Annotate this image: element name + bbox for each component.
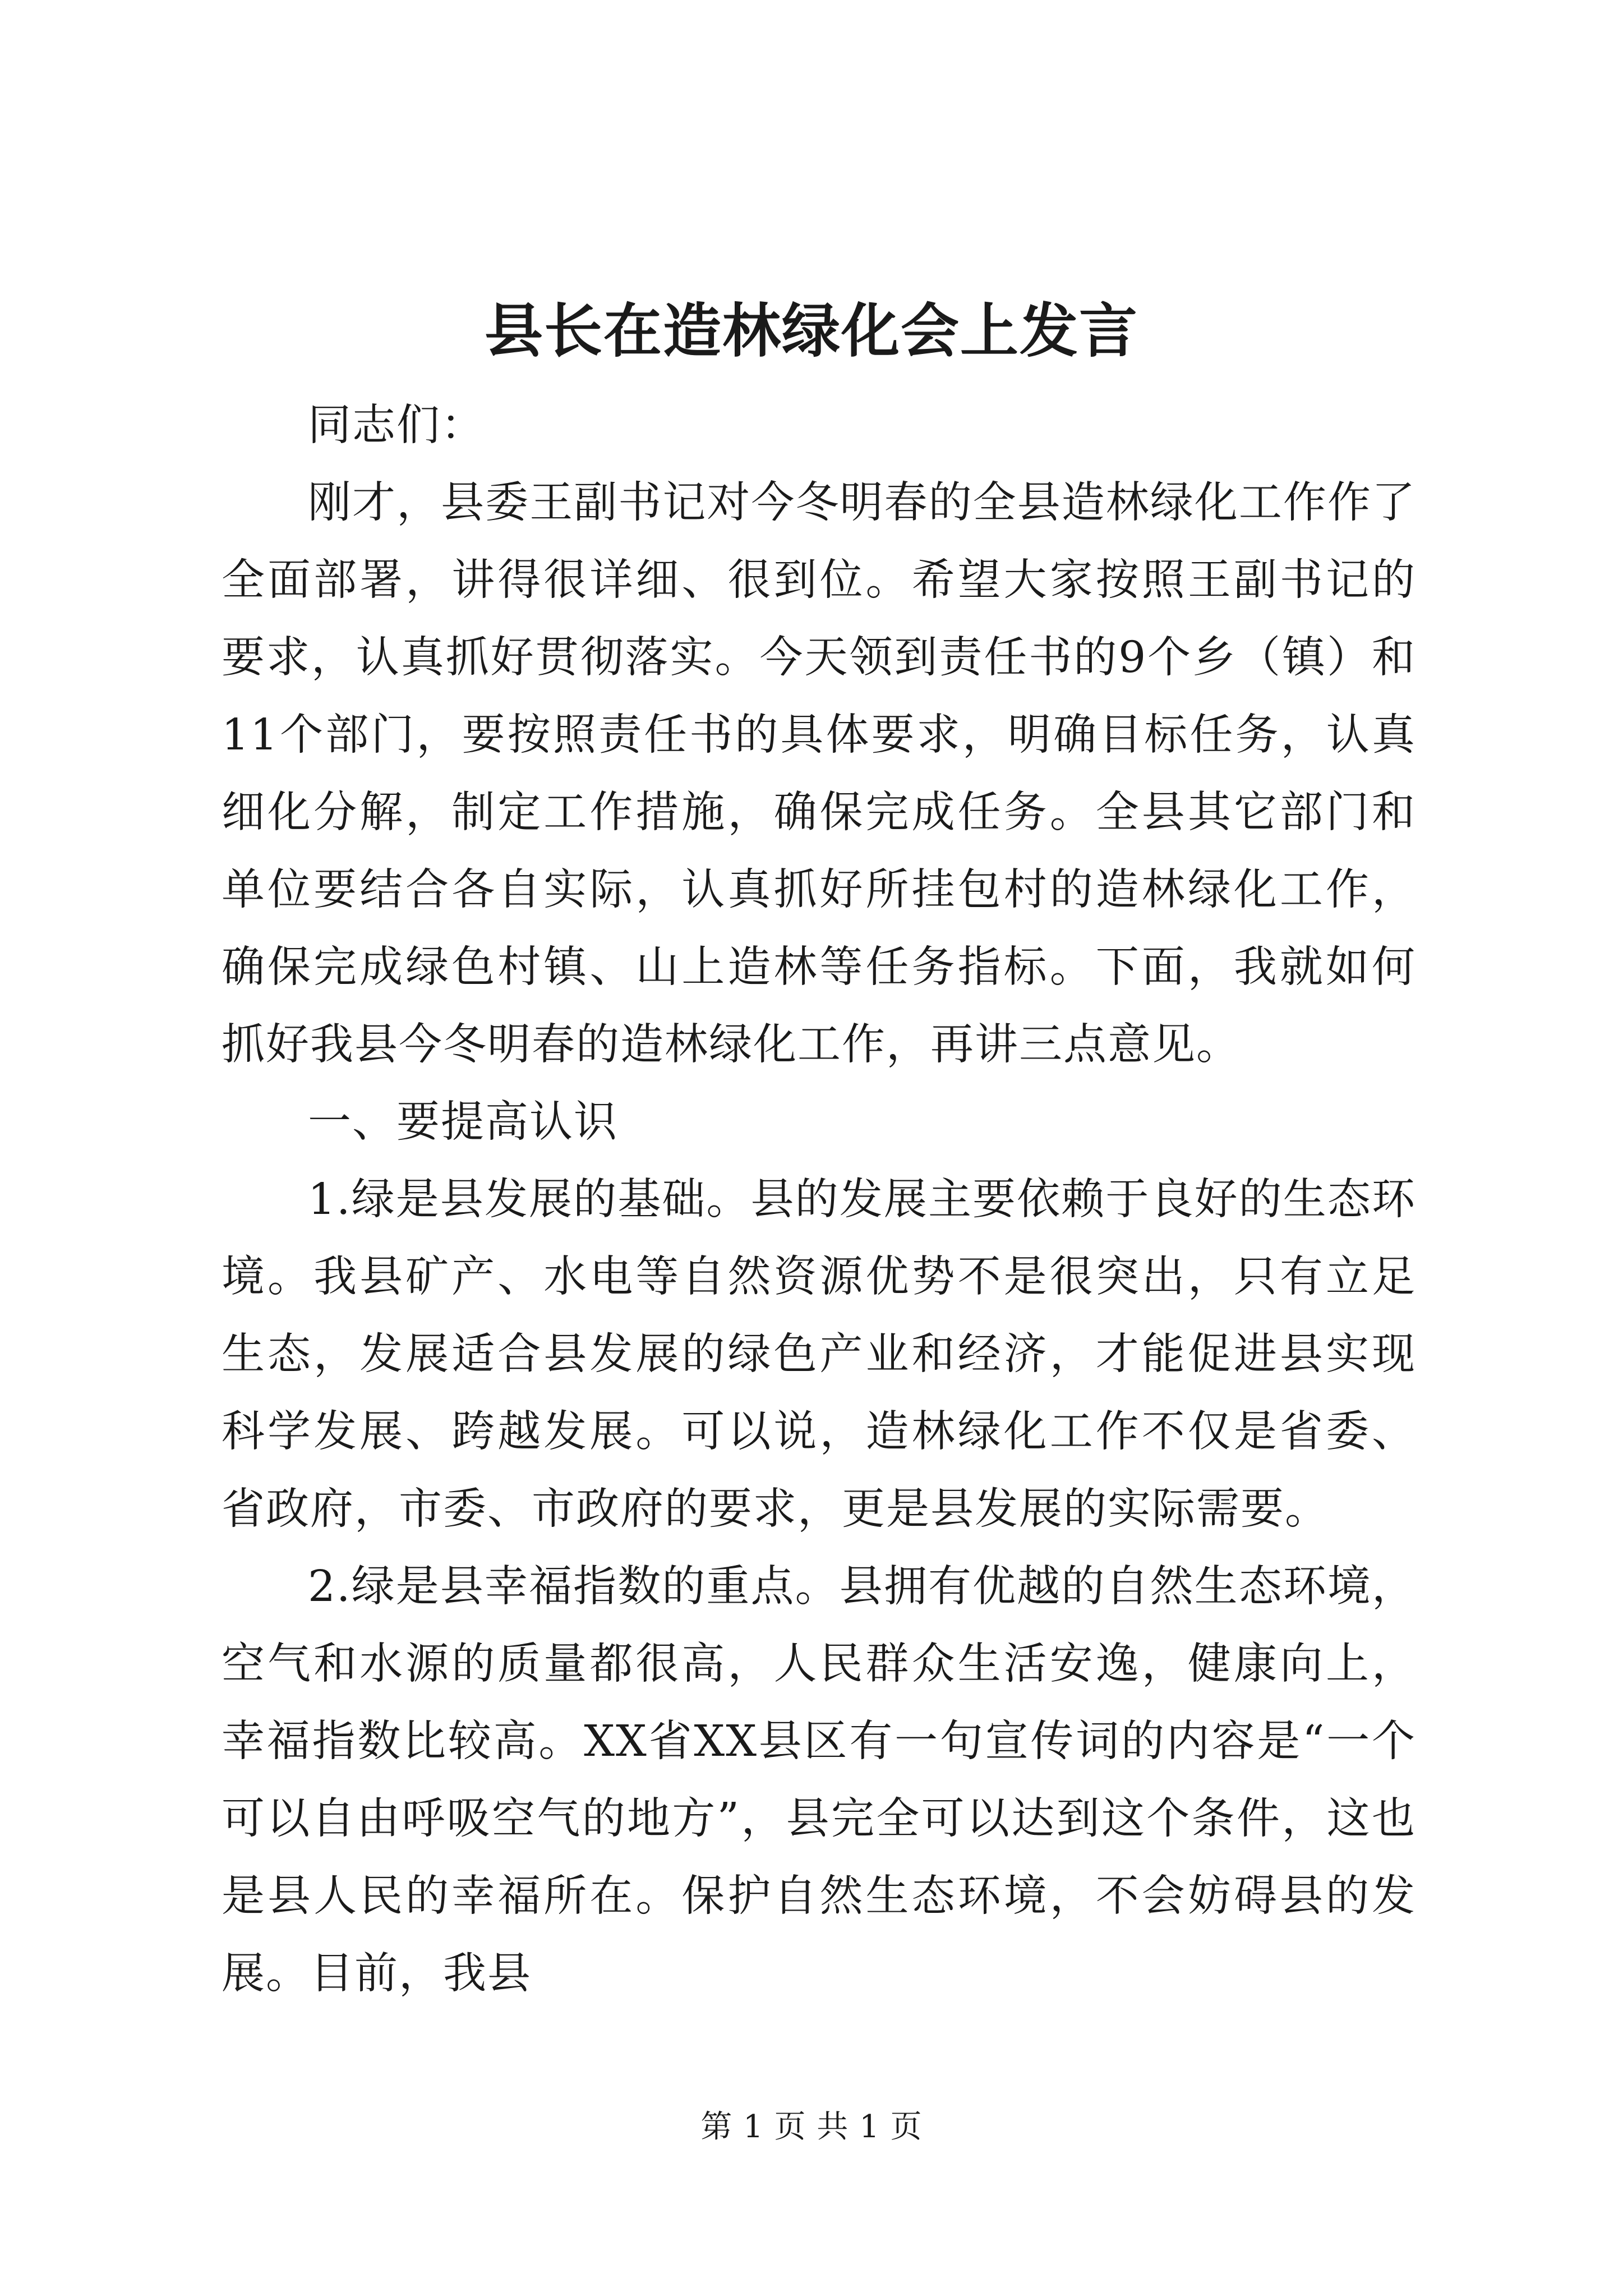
paragraph-intro: 刚才，县委王副书记对今冬明春的全县造林绿化工作作了全面部署，讲得很详细、很到位。希望大家按照王副书记的要求，认真抓好贯彻落实。今天领到责任书的9个乡（镇）和11个部门，要按照责任书的具体要求，明确目标任务，认真细化分解，制定工作措施，确保完成任务。全县其它部门和单位要结合各自实际，认真抓好所挂包村的造林绿化工作，确保完成绿色村镇、山上造林等任务指标。下面，我就如何抓好我县今冬明春的造林绿化工作，再讲三点意见。 bbox=[222, 478, 1416, 1070]
document-body bbox=[222, 387, 1416, 2013]
document-title: 县长在造林绿化会上发言 bbox=[484, 296, 1138, 365]
paragraph-point-1: 1.绿是县发展的基础。县的发展主要依赖于良好的生态环境。我县矿产、水电等自然资源优势不是很突出，只有立足生态，发展适合县发展的绿色产业和经济，才能促进县实现科学发展、跨越发展。可以说，造林绿化工作不仅是省委、省政府，市委、市政府的要求，更是县发展的实际需要。 bbox=[222, 1175, 1416, 1534]
page-footer: 第 1 页 共 1 页 bbox=[700, 2109, 923, 2145]
salutation: 同志们： bbox=[308, 401, 485, 450]
section-heading-1: 一、要提高认识 bbox=[308, 1097, 618, 1147]
paragraph-point-2: 2.绿是县幸福指数的重点。县拥有优越的自然生态环境，空气和水源的质量都很高，人民群众生活安逸，健康向上，幸福指数比较高。XX省XX县区有一句宣传词的内容是“一个可以自由呼吸空气的地方”，县完全可以达到这个条件，这也是县人民的幸福所在。保护自然生态环境，不会妨碍县的发展。目前，我县 bbox=[222, 1562, 1416, 1999]
